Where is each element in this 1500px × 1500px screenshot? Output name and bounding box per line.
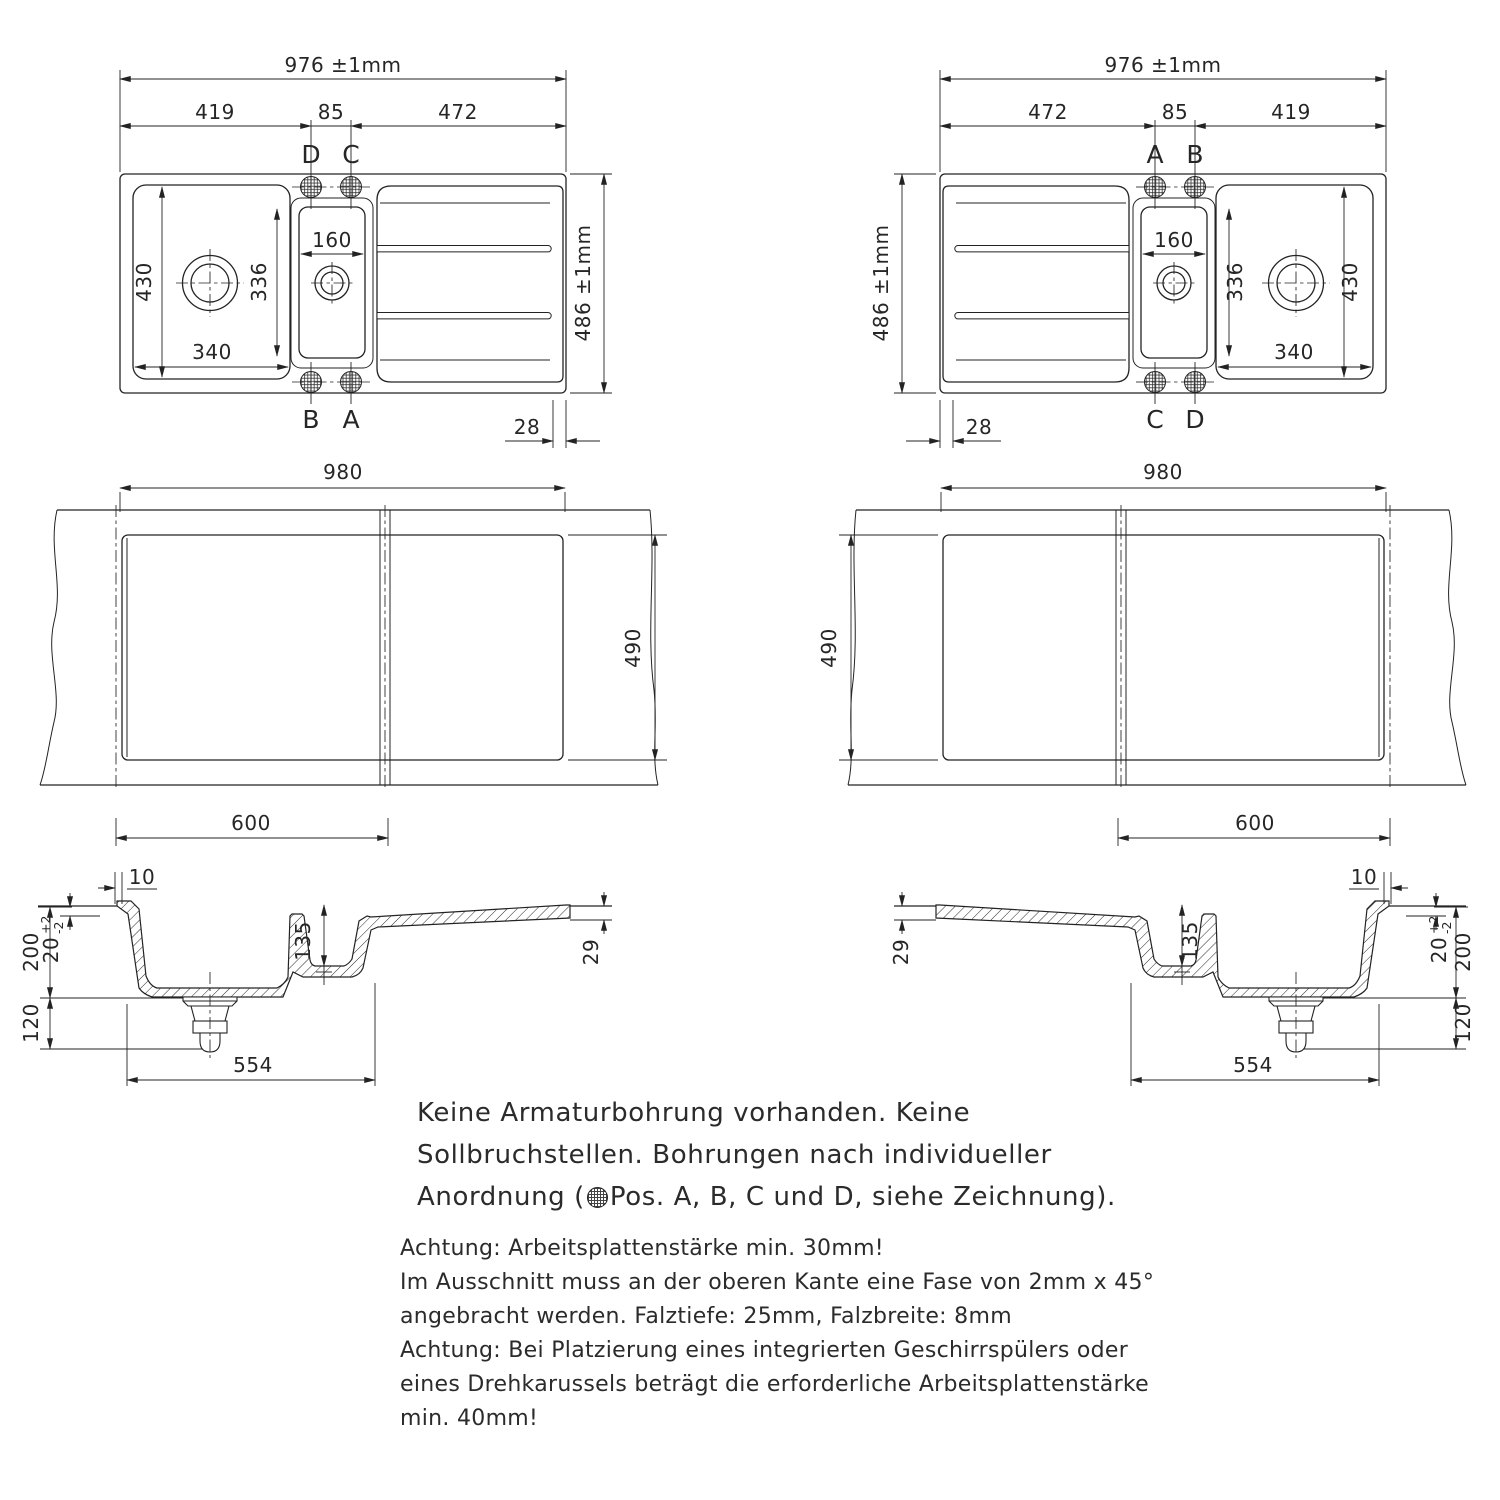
dim-text: 336	[1223, 262, 1247, 302]
tap-hole-icon	[587, 1187, 608, 1208]
dim-text: 419	[195, 100, 235, 124]
dim-text: 980	[1143, 460, 1183, 484]
hole-positions-left	[292, 120, 370, 434]
hole-label: C	[1146, 405, 1164, 434]
hole-label: B	[1186, 140, 1204, 169]
dim-text: 10	[1350, 865, 1378, 889]
plan-view-right	[869, 53, 1386, 448]
dim-text: 486 ±1mm	[869, 224, 893, 342]
dim-text: 28	[513, 415, 541, 439]
tap-hole-symbol	[341, 372, 362, 393]
break-line	[1449, 510, 1466, 785]
drain-assembly	[1269, 972, 1323, 1058]
dim-text: 29	[889, 938, 913, 966]
dim-text: 200	[1451, 932, 1475, 972]
break-line	[650, 510, 658, 785]
drainboard-groove	[377, 246, 551, 252]
dim-text: 20	[39, 936, 63, 964]
dim-text: 85	[1161, 100, 1189, 124]
detail-line: Achtung: Bei Platzierung eines integrierten Geschirrspülers oder	[400, 1338, 1129, 1363]
hole-label: D	[1185, 405, 1205, 434]
dim-text: 976 ±1mm	[1104, 53, 1222, 77]
cutout-rect	[943, 535, 1384, 760]
dim-text: 29	[579, 938, 603, 966]
drainboard-groove	[955, 246, 1129, 252]
drainboard-groove	[377, 313, 551, 319]
headline-part: Pos. A, B, C und D, siehe Zeichnung).	[609, 1182, 1116, 1212]
dim-tolerance	[1426, 916, 1454, 964]
dim-text: 160	[1154, 228, 1194, 252]
dim-text: 28	[965, 415, 993, 439]
section-view-right	[889, 865, 1475, 1086]
dim-text: 600	[231, 811, 271, 835]
dim-text: 430	[132, 262, 156, 302]
detail-line: min. 40mm!	[400, 1406, 539, 1431]
tap-hole-symbol	[1145, 372, 1166, 393]
tap-hole-symbol	[1185, 372, 1206, 393]
detail-line: Achtung: Arbeitsplattenstärke min. 30mm!	[400, 1236, 884, 1261]
tap-hole-symbol	[1145, 177, 1166, 198]
detail-line: Im Ausschnitt muss an der oberen Kante eine Fase von 2mm x 45°	[400, 1270, 1155, 1295]
dim-text: 120	[1451, 1003, 1475, 1043]
hole-label: B	[302, 405, 320, 434]
headline-part: Anordnung (	[417, 1182, 585, 1212]
dim-text: 430	[1338, 262, 1362, 302]
tolerance-plus: +2	[1426, 915, 1441, 934]
dim-text: 472	[438, 100, 478, 124]
cutout-rect	[122, 535, 563, 760]
dim-text: 340	[1274, 340, 1314, 364]
tap-hole-symbol	[301, 177, 322, 198]
dim-text: 10	[128, 865, 156, 889]
dim-text: 160	[312, 228, 352, 252]
sink-cross-section	[117, 901, 570, 997]
detail-notes	[400, 1232, 1160, 1436]
dim-text: 135	[291, 921, 315, 961]
dim-text: 472	[1028, 100, 1068, 124]
headline-notes	[417, 1092, 1177, 1218]
dim-text: 980	[323, 460, 363, 484]
detail-line: angebracht werden. Falztiefe: 25mm, Falzbreite: 8mm	[400, 1304, 1012, 1329]
tap-hole-symbol	[1185, 177, 1206, 198]
dim-text: 976 ±1mm	[284, 53, 402, 77]
headline-line: Keine Armaturbohrung vorhanden. Keine	[417, 1098, 971, 1128]
dimensions-section-right	[889, 865, 1475, 1086]
dim-text: 85	[317, 100, 345, 124]
dim-text: 20	[1427, 936, 1451, 964]
break-line	[40, 510, 57, 785]
dim-text: 490	[621, 628, 645, 668]
detail-line: eines Drehkarussels beträgt die erforderliche Arbeitsplattenstärke	[400, 1372, 1150, 1397]
cutout-view-right	[817, 460, 1466, 846]
dim-text: 336	[247, 262, 271, 302]
dim-text: 486 ±1mm	[571, 224, 595, 342]
small-bowl-surround	[1133, 198, 1215, 368]
plan-view-left	[120, 53, 612, 448]
hole-positions-right	[1136, 120, 1214, 434]
dim-text: 340	[192, 340, 232, 364]
tolerance-minus: -2	[51, 921, 66, 934]
headline-line: Sollbruchstellen. Bohrungen nach individueller	[417, 1140, 1052, 1170]
hole-label: A	[1146, 140, 1164, 169]
dim-tolerance	[38, 916, 66, 964]
tap-hole-symbol	[341, 177, 362, 198]
drainboard	[377, 186, 563, 382]
small-bowl-surround	[291, 198, 373, 368]
dim-text: 135	[1178, 921, 1202, 961]
tolerance-minus: -2	[1439, 921, 1454, 934]
hole-label: A	[342, 405, 360, 434]
dim-text: 120	[19, 1003, 43, 1043]
hole-label: D	[301, 140, 321, 169]
dim-text: 419	[1271, 100, 1311, 124]
tap-hole-symbol	[301, 372, 322, 393]
dim-text: 554	[1233, 1053, 1273, 1077]
drainboard	[943, 186, 1129, 382]
dim-text: 490	[817, 628, 841, 668]
dim-text: 554	[233, 1053, 273, 1077]
drainboard-groove	[955, 313, 1129, 319]
sink-cross-section	[936, 901, 1389, 997]
dim-text: 600	[1235, 811, 1275, 835]
tolerance-plus: +2	[38, 915, 53, 934]
headline-line	[417, 1176, 1177, 1218]
drain-assembly	[183, 972, 237, 1058]
cutout-view-left	[40, 460, 667, 846]
hole-label: C	[342, 140, 360, 169]
dim-text: 200	[19, 932, 43, 972]
section-view-left	[19, 865, 612, 1086]
break-line	[848, 510, 856, 785]
